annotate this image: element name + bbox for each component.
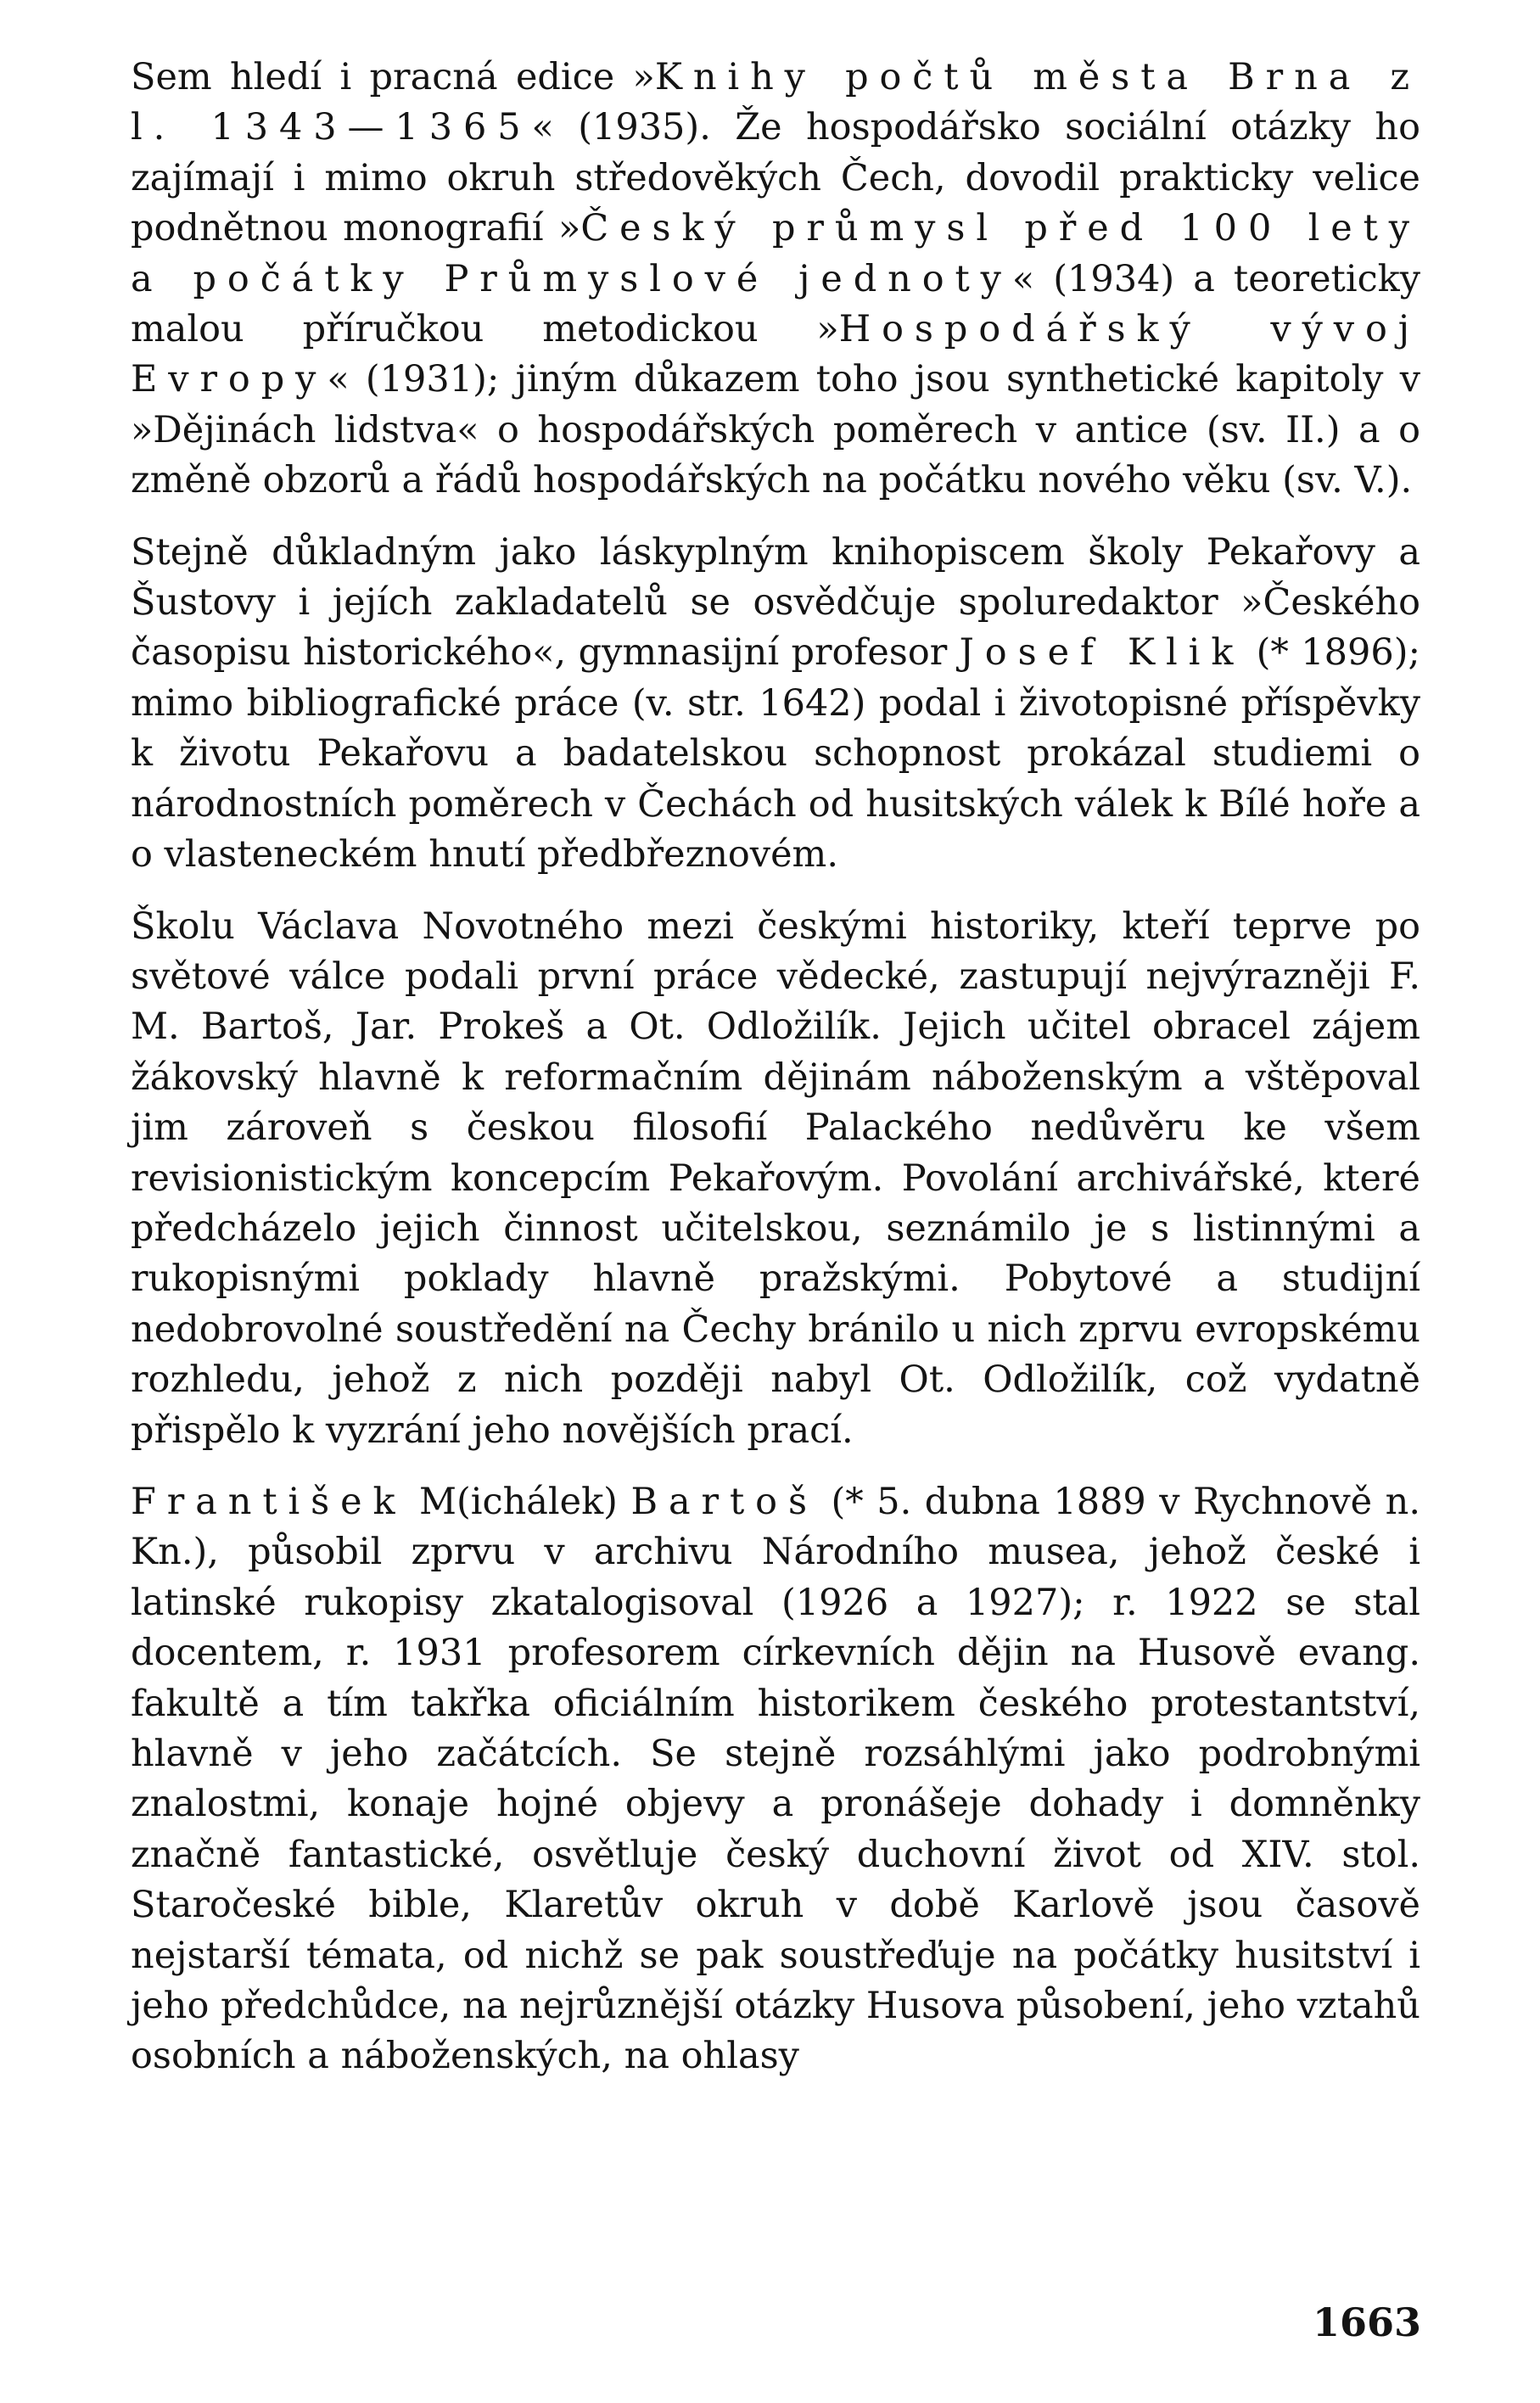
paragraph-text: (* 1896); mimo bibliografické práce (v. str. 1642) podal i životopisné příspěvky k životu Pekařovu a badatelskou schopnost prokázal studiemi o národnostních poměrech v Čechách od husitských válek k Bílé hoře a o vlasteneckém hnutí předbřeznovém. xyxy=(131,631,1420,877)
spaced-emphasis-text: Hospodářský vývoj Evropy xyxy=(131,308,1420,401)
paragraph-text: « (1935). Že hospodářsko sociální otázky ho zajímají i mimo okruh středověkých Čech, dovodil prakticky velice podnětnou monografií » xyxy=(131,106,1420,250)
spaced-emphasis-text: Bartoš xyxy=(630,1480,818,1523)
spaced-emphasis-text: František xyxy=(131,1480,406,1523)
spaced-emphasis-text: Josef Klik xyxy=(959,631,1245,675)
page-number: 1663 xyxy=(1312,2299,1421,2345)
paragraph-text: M(ichálek) xyxy=(406,1480,631,1523)
paragraph-text: « (1931); jiným důkazem toho jsou synthetické kapitoly v »Dějinách lidstva« o hospodářských poměrech v antice (sv. II.) a o změně obzorů a řádů hospodářských na počátku nového věku (sv. V.). xyxy=(131,358,1420,502)
paragraph-text: Školu Václava Novotného mezi českými historiky, kteří teprve po světové válce podali první práce vědecké, zastupují nejvýrazněji F. M. Bartoš, Jar. Prokeš a Ot. Odložilík. Jejich učitel obracel zájem žákovský hlavně k reformačním dějinám náboženským a vštěpoval jim zároveň s českou filosofií Palackého nedůvěru ke všem revisionistickým koncepcím Pekařovým. Povolání archivářské, které předcházelo jejich činnost učitelskou, seznámilo je s listinnými a rukopisnými poklady hlavně pražskými. Pobytové a studijní nedobrovolné soustředění na Čechy bránilo u nich zprvu evropskému rozhledu, jehož z nich později nabyl Ot. Odložilík, což vydatně přispělo k vyzrání jeho novějších prací. xyxy=(131,905,1420,1452)
paragraph-text: Sem hledí i pracná edice » xyxy=(131,56,655,98)
paragraph-1 xyxy=(131,53,1420,507)
paragraph-text: Stejně důkladným jako láskyplným knihopiscem školy Pekařovy a Šustovy i jejích zakladatelů se osvědčuje spoluredaktor »Českého časopisu historického«, gymnasijní profesor xyxy=(131,530,1420,675)
paragraph-3 xyxy=(131,902,1420,1456)
paragraph-4 xyxy=(131,1477,1420,2082)
page-body xyxy=(131,53,1420,2082)
paragraph-2 xyxy=(131,528,1420,881)
spaced-emphasis-text: Knihy počtů města Brna z l. 1343—1365 xyxy=(131,56,1420,149)
spaced-emphasis-text: Český průmysl před 100 lety a počátky Průmyslové jednoty xyxy=(131,207,1420,300)
paragraph-text: « (1934) a teoreticky malou příručkou metodickou » xyxy=(131,257,1420,351)
paragraph-text: (* 5. dubna 1889 v Rychnově n. Kn.), působil zprvu v archivu Národního musea, jehož české i latinské rukopisy zkatalogisoval (1926 a 1927); r. 1922 se stal docentem, r. 1931 profesorem církevních dějin na Husově evang. fakultě a tím takřka oficiálním historikem českého protestantství, hlavně v jeho začátcích. Se stejně rozsáhlými jako podrobnými znalostmi, konaje hojné objevy a pronášeje dohady i domněnky značně fantastické, osvětluje český duchovní život od XIV. stol. Staročeské bible, Klaretův okruh v době Karlově jsou časově nejstarší témata, od nichž se pak soustřeďuje na počátky husitství i jeho předchůdce, na nejrůznější otázky Husova působení, jeho vztahů osobních a náboženských, na ohlasy xyxy=(131,1480,1421,2078)
